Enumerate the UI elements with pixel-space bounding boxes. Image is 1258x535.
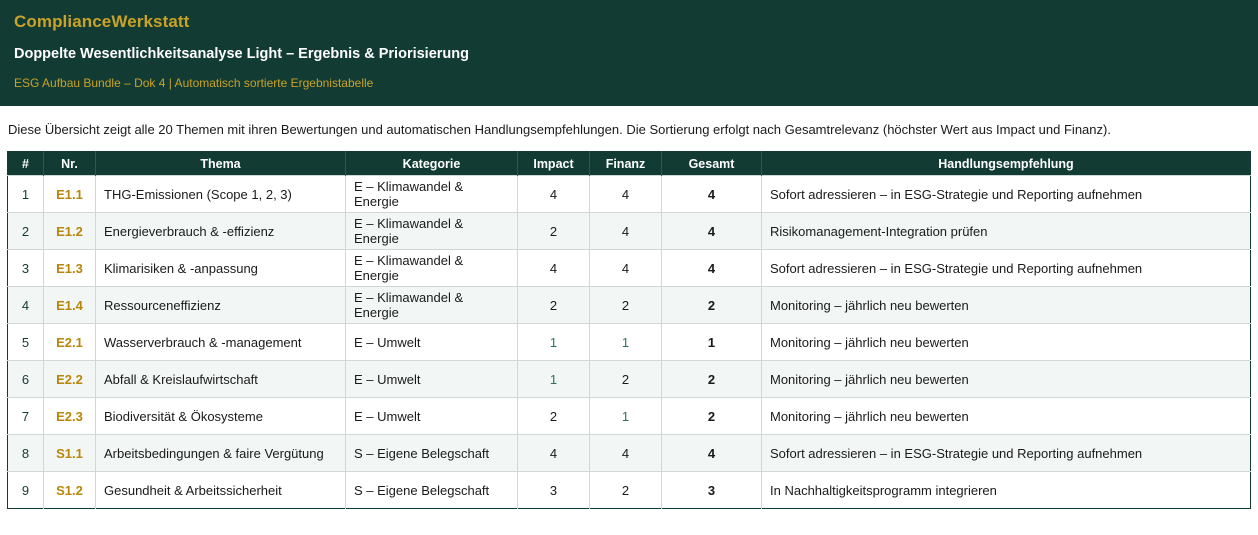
table-row (8, 250, 1251, 287)
column-header-finanz: Finanz (590, 152, 662, 176)
document-header (0, 0, 1258, 106)
column-header-empfehlung: Handlungsempfehlung (762, 152, 1251, 176)
intro-paragraph: Diese Übersicht zeigt alle 20 Themen mit ihren Bewertungen und automatischen Handlungsempfehlungen. Die Sortierung erfolgt nach Gesamtrelevanz (höchster Wert aus Impact und Finanz). (8, 122, 1111, 137)
cell-gesamt: 4 (662, 176, 762, 213)
cell-nr: E2.2 (44, 361, 96, 398)
cell-empfehlung: Risikomanagement-Integration prüfen (762, 213, 1251, 250)
cell-kategorie: E – Umwelt (346, 361, 518, 398)
cell-gesamt: 4 (662, 213, 762, 250)
cell-index: 5 (8, 324, 44, 361)
cell-gesamt: 2 (662, 287, 762, 324)
cell-impact: 1 (518, 361, 590, 398)
cell-kategorie: E – Klimawandel & Energie (346, 213, 518, 250)
cell-finanz: 4 (590, 176, 662, 213)
cell-index: 4 (8, 287, 44, 324)
cell-impact: 1 (518, 324, 590, 361)
cell-nr: E1.2 (44, 213, 96, 250)
cell-finanz: 4 (590, 213, 662, 250)
cell-thema: Klimarisiken & -anpassung (96, 250, 346, 287)
cell-empfehlung: In Nachhaltigkeitsprogramm integrieren (762, 472, 1251, 509)
cell-impact: 4 (518, 176, 590, 213)
cell-impact: 4 (518, 435, 590, 472)
cell-gesamt: 4 (662, 435, 762, 472)
column-header-impact: Impact (518, 152, 590, 176)
cell-nr: S1.1 (44, 435, 96, 472)
cell-thema: Ressourceneffizienz (96, 287, 346, 324)
cell-impact: 2 (518, 398, 590, 435)
cell-thema: Wasserverbrauch & -management (96, 324, 346, 361)
cell-impact: 3 (518, 472, 590, 509)
cell-gesamt: 4 (662, 250, 762, 287)
cell-finanz: 2 (590, 472, 662, 509)
cell-empfehlung: Sofort adressieren – in ESG-Strategie und Reporting aufnehmen (762, 250, 1251, 287)
cell-index: 6 (8, 361, 44, 398)
table-row (8, 435, 1251, 472)
cell-kategorie: E – Klimawandel & Energie (346, 287, 518, 324)
table-body (8, 176, 1251, 509)
cell-index: 7 (8, 398, 44, 435)
cell-kategorie: E – Klimawandel & Energie (346, 176, 518, 213)
cell-gesamt: 1 (662, 324, 762, 361)
cell-thema: Energieverbrauch & -effizienz (96, 213, 346, 250)
cell-nr: E1.1 (44, 176, 96, 213)
column-header-thema: Thema (96, 152, 346, 176)
cell-kategorie: E – Umwelt (346, 324, 518, 361)
cell-nr: E2.3 (44, 398, 96, 435)
cell-finanz: 1 (590, 324, 662, 361)
cell-impact: 4 (518, 250, 590, 287)
cell-index: 1 (8, 176, 44, 213)
results-table-container (0, 151, 1258, 509)
cell-kategorie: E – Umwelt (346, 398, 518, 435)
column-header-index: # (8, 152, 44, 176)
column-header-kategorie: Kategorie (346, 152, 518, 176)
table-row (8, 287, 1251, 324)
cell-index: 9 (8, 472, 44, 509)
cell-finanz: 2 (590, 287, 662, 324)
cell-thema: Abfall & Kreislaufwirtschaft (96, 361, 346, 398)
cell-empfehlung: Sofort adressieren – in ESG-Strategie und Reporting aufnehmen (762, 176, 1251, 213)
cell-empfehlung: Monitoring – jährlich neu bewerten (762, 398, 1251, 435)
cell-nr: E1.4 (44, 287, 96, 324)
column-header-nr: Nr. (44, 152, 96, 176)
cell-kategorie: E – Klimawandel & Energie (346, 250, 518, 287)
cell-gesamt: 2 (662, 398, 762, 435)
table-row (8, 361, 1251, 398)
cell-thema: Biodiversität & Ökosysteme (96, 398, 346, 435)
cell-thema: Arbeitsbedingungen & faire Vergütung (96, 435, 346, 472)
cell-finanz: 4 (590, 250, 662, 287)
page-title: Doppelte Wesentlichkeitsanalyse Light – Ergebnis & Priorisierung (14, 46, 469, 62)
cell-kategorie: S – Eigene Belegschaft (346, 472, 518, 509)
cell-gesamt: 3 (662, 472, 762, 509)
table-row (8, 324, 1251, 361)
table-row (8, 398, 1251, 435)
cell-kategorie: S – Eigene Belegschaft (346, 435, 518, 472)
cell-impact: 2 (518, 213, 590, 250)
brand-title: ComplianceWerkstatt (14, 12, 190, 31)
cell-finanz: 2 (590, 361, 662, 398)
cell-nr: E1.3 (44, 250, 96, 287)
cell-finanz: 1 (590, 398, 662, 435)
cell-index: 8 (8, 435, 44, 472)
cell-index: 2 (8, 213, 44, 250)
table-row (8, 176, 1251, 213)
cell-index: 3 (8, 250, 44, 287)
cell-empfehlung: Monitoring – jährlich neu bewerten (762, 287, 1251, 324)
table-row (8, 472, 1251, 509)
cell-thema: Gesundheit & Arbeitssicherheit (96, 472, 346, 509)
cell-nr: E2.1 (44, 324, 96, 361)
page-subtitle: ESG Aufbau Bundle – Dok 4 | Automatisch sortierte Ergebnistabelle (14, 76, 374, 90)
cell-thema: THG-Emissionen (Scope 1, 2, 3) (96, 176, 346, 213)
cell-empfehlung: Sofort adressieren – in ESG-Strategie und Reporting aufnehmen (762, 435, 1251, 472)
table-header-row (8, 152, 1251, 176)
results-table (7, 151, 1251, 509)
cell-impact: 2 (518, 287, 590, 324)
cell-empfehlung: Monitoring – jährlich neu bewerten (762, 361, 1251, 398)
cell-gesamt: 2 (662, 361, 762, 398)
cell-empfehlung: Monitoring – jährlich neu bewerten (762, 324, 1251, 361)
column-header-gesamt: Gesamt (662, 152, 762, 176)
cell-finanz: 4 (590, 435, 662, 472)
table-row (8, 213, 1251, 250)
cell-nr: S1.2 (44, 472, 96, 509)
